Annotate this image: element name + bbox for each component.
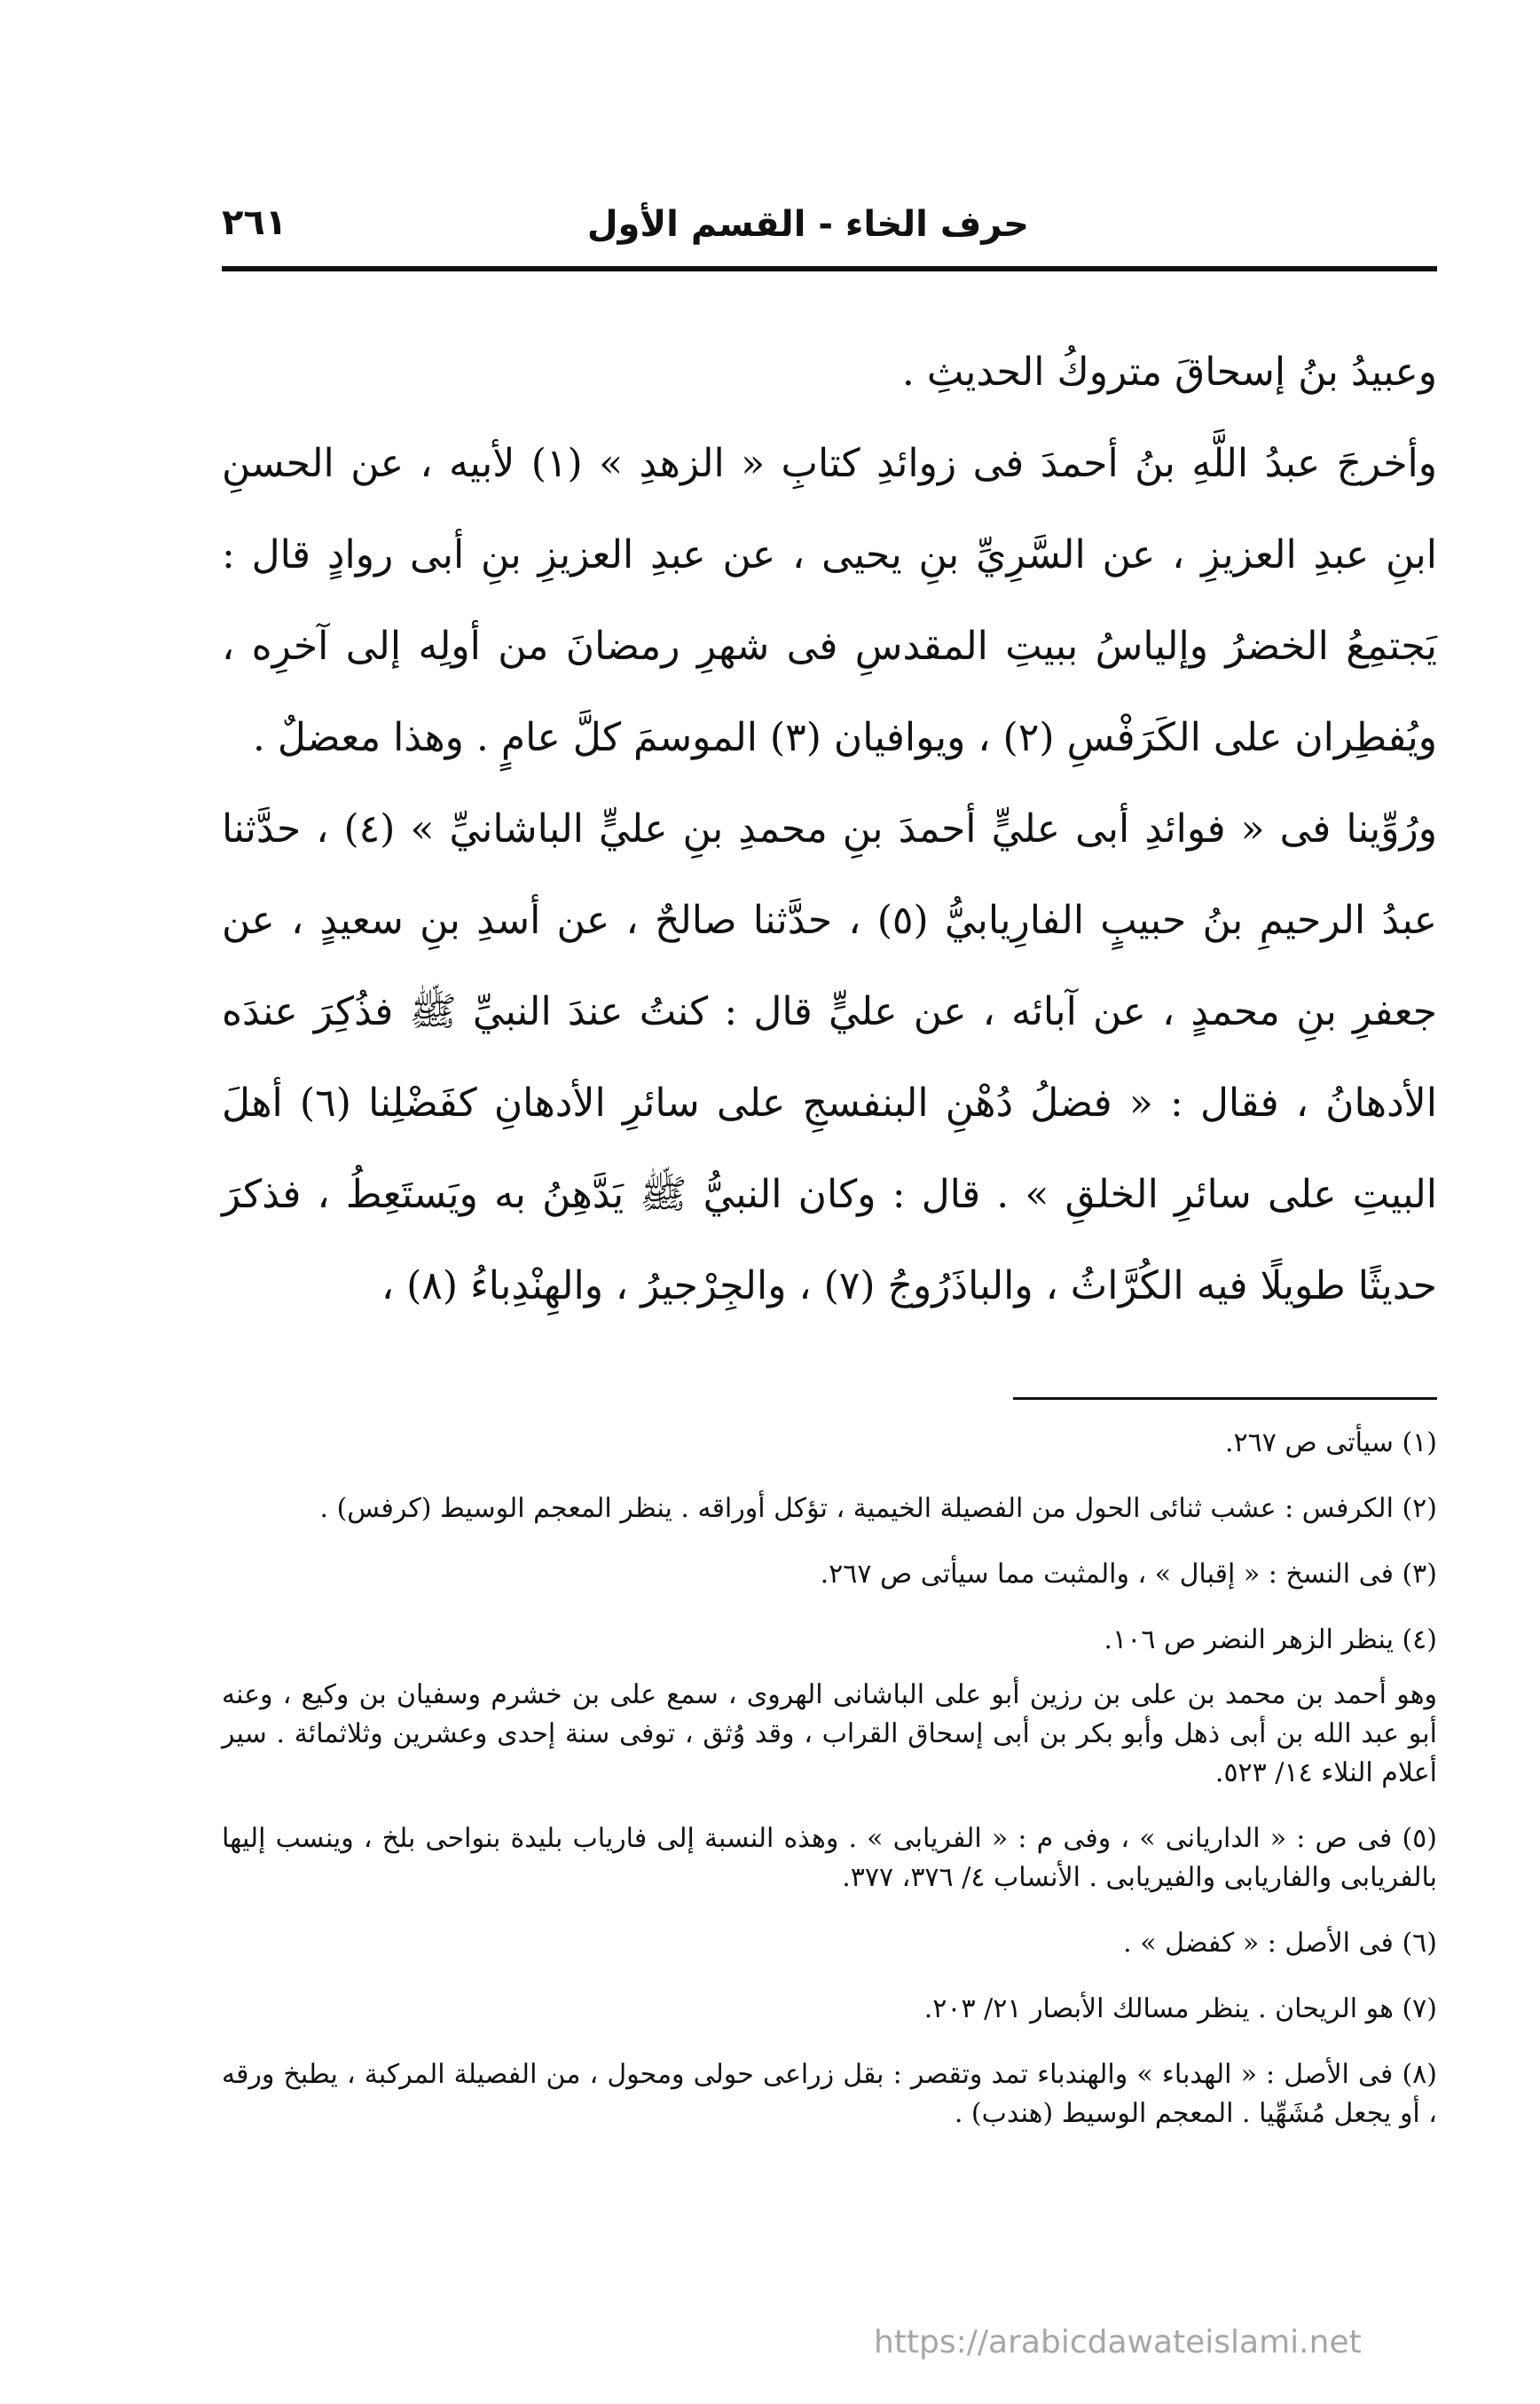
- running-header: [222, 197, 1437, 259]
- header-divider: [222, 266, 1437, 271]
- footnote: (١) سيأتى ص ٢٦٧.: [1224, 1427, 1437, 1458]
- footnote: (٦) فى الأصل : « كفضل » .: [1123, 1928, 1437, 1959]
- paragraph: ورُوِّينا فى « فوائدِ أبى عليٍّ أحمدَ بنِ محمدِ بنِ عليٍّ الباشانيِّ » (٤) ، حدَّثنا عبدُ الرحيمِ بنُ حبيبٍ الفارِيابيُّ (٥) ، حدَّثنا صالحٌ ، عن أسدِ بنِ سعيدٍ ، عن جعفرِ بنِ محمدٍ ، عن آبائه ، عن عليٍّ قال : كنتُ عندَ النبيِّ ﷺ فذُكِرَ عندَه الأدهانُ ، فقال : « فضلُ دُهْنِ البنفسجِ على سائرِ الأدهانِ كفَضْلِنا (٦) أهلَ البيتِ على سائرِ الخلقِ » . قال : وكان النبيُّ ﷺ يَدَّهِنُ به ويَستَعِطُ ، فذكرَ حديثًا طويلًا فيه الكُرَّاثُ ، والباذَرُوجُ (٧) ، والجِرْجيرُ ، والهِنْدِباءُ (٨) ،: [222, 806, 1438, 1308]
- footnotes: [222, 1424, 1437, 2160]
- main-text: [222, 326, 1437, 1332]
- paragraph: وأخرجَ عبدُ اللَّهِ بنُ أحمدَ فى زوائدِ كتابِ « الزهدِ » (١) لأبيه ، عن الحسنِ ابنِ عبدِ العزيزِ ، عن السَّرِيِّ بنِ يحيى ، عن عبدِ العزيزِ بنِ أبى روادٍ قال : يَجتمِعُ الخضرُ وإلياسُ ببيتِ المقدسِ فى شهرِ رمضانَ من أولِه إلى آخرِه ، ويُفطِران على الكَرَفْسِ (٢) ، ويوافيان (٣) الموسمَ كلَّ عامٍ . وهذا معضلٌ .: [222, 441, 1437, 760]
- footnote-divider: [1013, 1397, 1437, 1400]
- paragraph: وعبيدُ بنُ إسحاقَ متروكُ الحديثِ .: [901, 350, 1437, 395]
- footnote: (٤) ينظر الزهر النضر ص ١٠٦.: [1104, 1624, 1437, 1655]
- footnote: (٣) فى النسخ : « إقبال » ، والمثبت مما سيأتى ص ٢٦٧.: [820, 1559, 1437, 1590]
- watermark-url: https://arabicdawateislami.net: [874, 2324, 1362, 2361]
- footnote-continuation: وهو أحمد بن محمد بن على بن رزين أبو على الباشانى الهروى ، سمع على بن خشرم وسفيان بن وكيع ، وعنه أبو عبد الله بن أبى ذهل وأبو بكر بن أبى إسحاق القراب ، وقد وُثق ، توفى سنة إحدى وعشرين وثلاثمائة . سير أعلام النلاء ١٤/ ٥٢٣.: [222, 1679, 1437, 1788]
- footnote: (٥) فى ص : « الداريانى » ، وفى م : « الفريابى » . وهذه النسبة إلى فارياب بليدة بنواحى بلخ ، وينسب إليها بالفريابى والفاريابى والفيريابى . الأنساب ٤/ ٣٧٦، ٣٧٧.: [222, 1823, 1437, 1893]
- page-number: ٢٦١: [222, 202, 287, 243]
- footnote: (٧) هو الريحان . ينظر مسالك الأبصار ٢١/ ٢٠٣.: [923, 1993, 1437, 2024]
- footnote: (٢) الكرفس : عشب ثنائى الحول من الفصيلة الخيمية ، تؤكل أوراقه . ينظر المعجم الوسيط (كرفس) .: [319, 1493, 1437, 1524]
- footnote: (٨) فى الأصل : « الهدباء » والهندباء تمد وتقصر : بقل زراعى حولى ومحول ، من الفصيلة المركبة ، يطبخ ورقه ، أو يجعل مُشَهِّيا . المعجم الوسيط (هندب) .: [222, 2059, 1437, 2129]
- chapter-title: حرف الخاء - القسم الأول: [586, 204, 1029, 245]
